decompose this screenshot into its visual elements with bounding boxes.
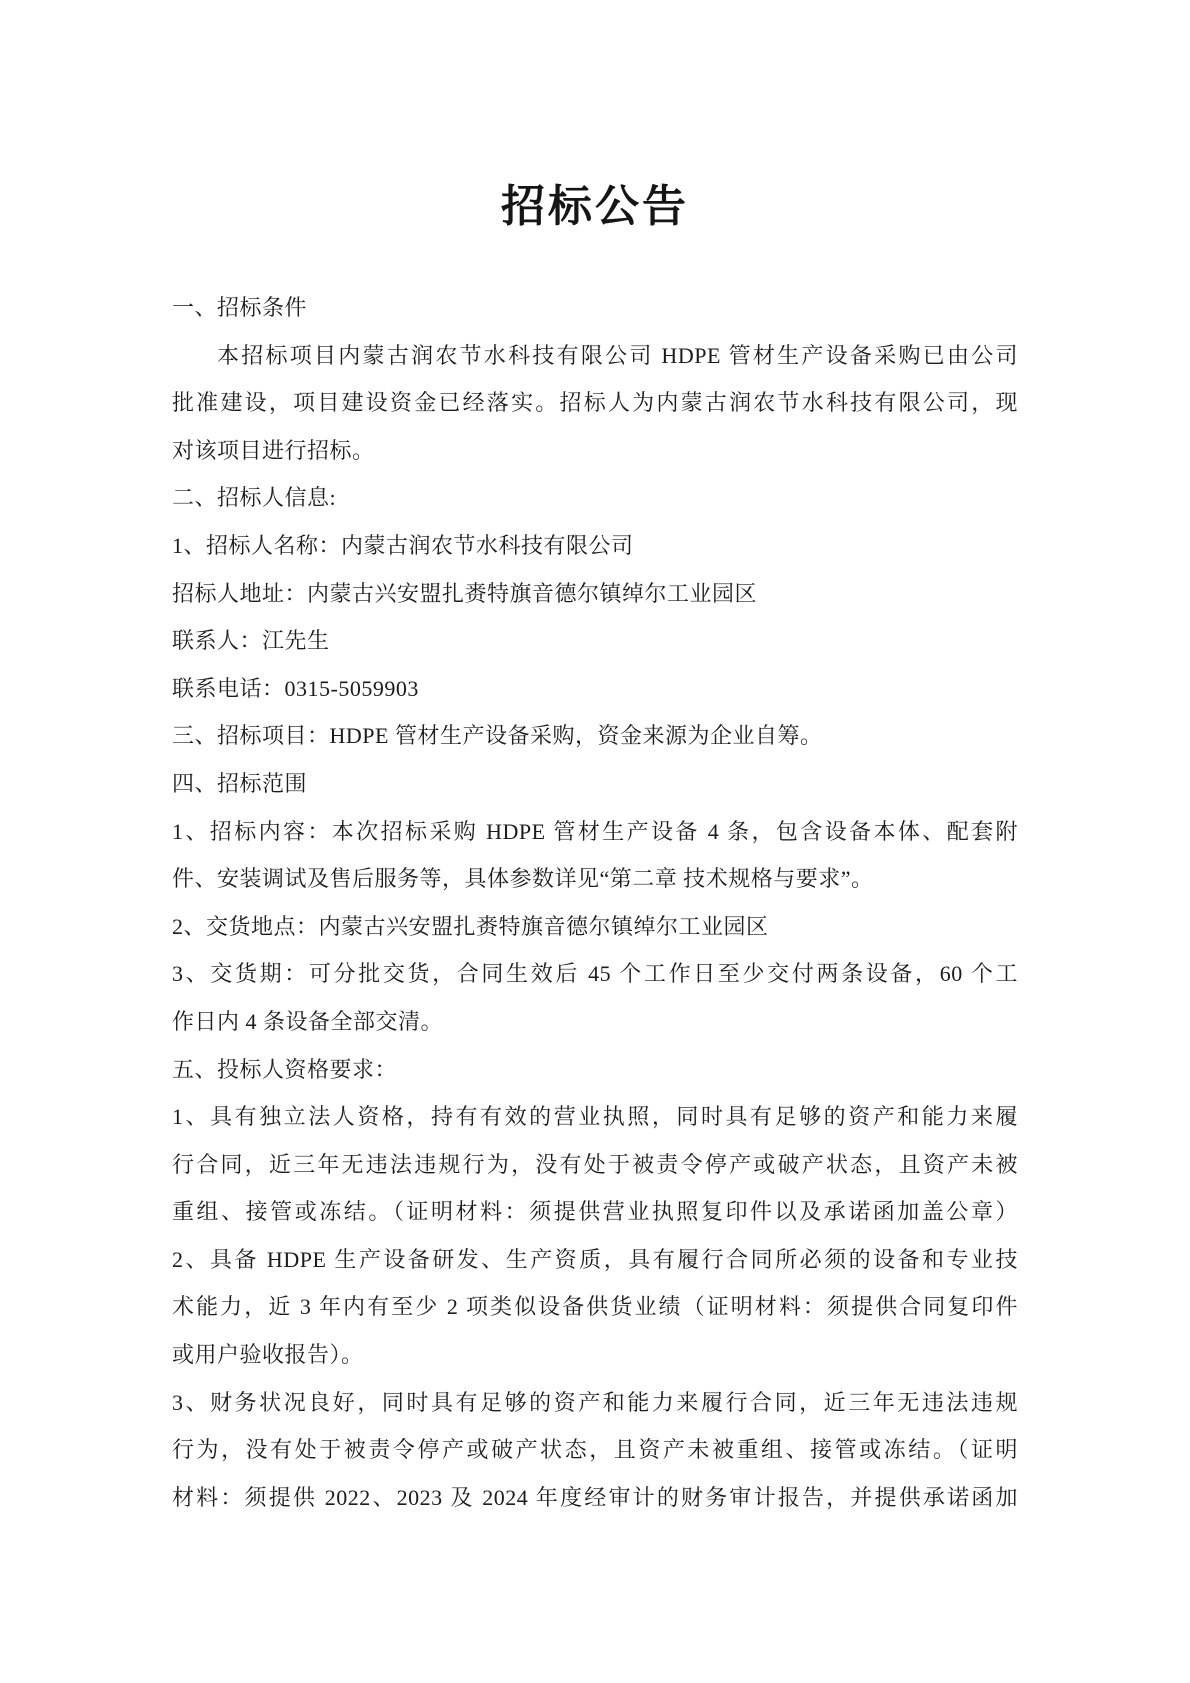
- text-line: 一、招标条件: [172, 295, 308, 320]
- text-line: 二、招标人信息:: [172, 485, 337, 511]
- document-body: [172, 284, 1018, 1521]
- text-line: 2、具备 HDPE 生产设备研发、生产资质，具有履行合同所必须的设备和专业技: [172, 1246, 1018, 1272]
- text-line: 或用户验收报告）。: [172, 1342, 364, 1368]
- text-line: 1、招标内容：本次招标采购 HDPE 管材生产设备 4 条，包含设备本体、配套附: [172, 818, 1018, 844]
- text-line: 重组、接管或冻结。（证明材料：须提供营业执照复印件以及承诺函加盖公章）: [172, 1199, 1018, 1225]
- text-line: 件、安装调试及售后服务等，具体参数详见“第二章 技术规格与要求”。: [172, 866, 874, 892]
- text-line: 作日内 4 条设备全部交清。: [172, 1008, 444, 1034]
- text-line: 对该项目进行招标。: [172, 437, 375, 463]
- text-line: 联系电话：0315-5059903: [172, 675, 419, 701]
- text-line: 批准建设，项目建设资金已经落实。招标人为内蒙古润农节水科技有限公司，现: [172, 390, 1018, 416]
- text-line: 材料：须提供 2022、2023 及 2024 年度经审计的财务审计报告，并提供承诺函加: [172, 1484, 1018, 1510]
- text-line: 3、财务状况良好，同时具有足够的资产和能力来履行合同，近三年无违法违规: [172, 1389, 1018, 1415]
- text-line: 五、投标人资格要求：: [172, 1056, 398, 1082]
- text-line: 2、交货地点：内蒙古兴安盟扎赉特旗音德尔镇绰尔工业园区: [172, 913, 769, 939]
- document-title: 招标公告: [501, 182, 689, 231]
- text-line: 招标人地址：内蒙古兴安盟扎赉特旗音德尔镇绰尔工业园区: [172, 580, 758, 606]
- text-line: 术能力，近 3 年内有至少 2 项类似设备供货业绩（证明材料：须提供合同复印件: [172, 1294, 1018, 1320]
- text-line: 三、招标项目：HDPE 管材生产设备采购，资金来源为企业自筹。: [172, 723, 823, 749]
- text-line: 本招标项目内蒙古润农节水科技有限公司 HDPE 管材生产设备采购已由公司: [217, 342, 1018, 368]
- text-line: 行为，没有处于被责令停产或破产状态，且资产未被重组、接管或冻结。（证明: [172, 1437, 1018, 1463]
- text-line: 行合同，近三年无违法违规行为，没有处于被责令停产或破产状态，且资产未被: [172, 1151, 1018, 1177]
- text-line: 1、招标人名称：内蒙古润农节水科技有限公司: [172, 532, 634, 558]
- text-line: 3、交货期：可分批交货，合同生效后 45 个工作日至少交付两条设备，60 个工: [172, 961, 1018, 987]
- text-line: 四、招标范围: [172, 770, 308, 796]
- text-line: 联系人：江先生: [172, 628, 330, 654]
- text-line: 1、具有独立法人资格，持有有效的营业执照，同时具有足够的资产和能力来履: [172, 1104, 1018, 1130]
